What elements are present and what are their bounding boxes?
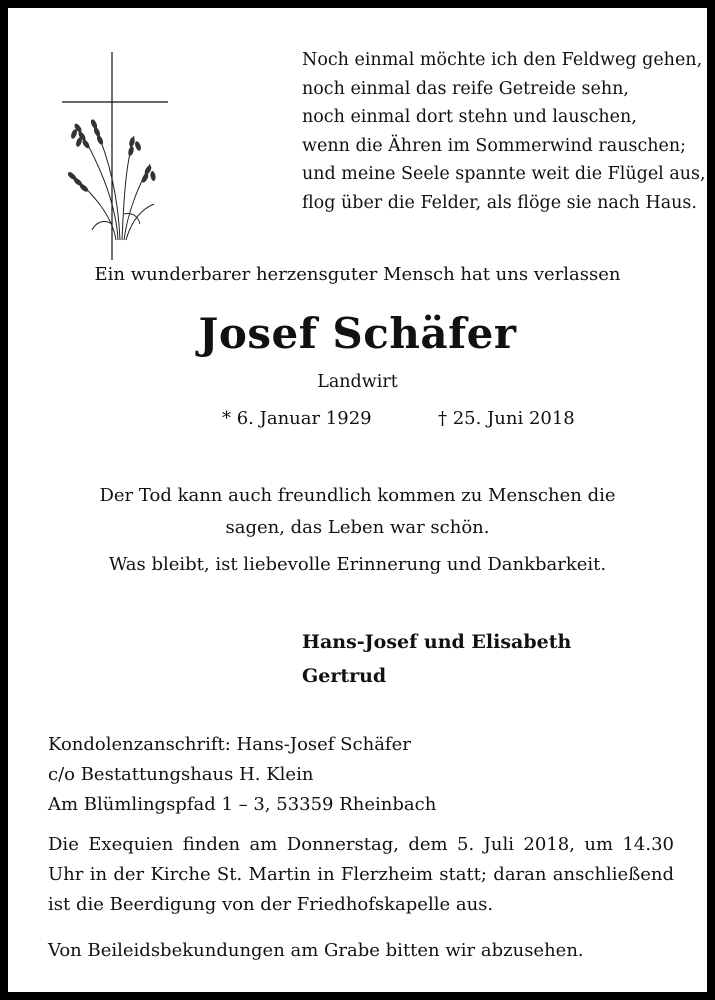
- death-date: † 25. Juni 2018: [438, 408, 575, 429]
- mourner-line: Hans-Josef und Elisabeth: [302, 631, 572, 653]
- quote-line: Was bleibt, ist liebevolle Erinnerung und Dankbarkeit.: [108, 554, 607, 575]
- intro-line: Ein wunderbarer herzensguter Mensch hat uns verlassen: [94, 264, 621, 285]
- final-note: Von Beileidsbekundungen am Grabe bitten wir abzusehen.: [48, 940, 584, 961]
- quote-line: Der Tod kann auch freundlich kommen zu Menschen die: [99, 485, 616, 506]
- poem-line: noch einmal dort stehn und lauschen,: [302, 107, 637, 127]
- poem: [302, 46, 706, 217]
- poem-line: flog über die Felder, als flöge sie nach Haus.: [302, 192, 697, 213]
- address-line: Kondolenzanschrift: Hans-Josef Schäfer: [48, 734, 411, 755]
- mourner-line: Gertrud: [302, 665, 387, 687]
- cross-with-wheat-icon: [52, 44, 172, 266]
- birth-date: * 6. Januar 1929: [222, 408, 372, 429]
- poem-line: noch einmal das reife Getreide sehn,: [302, 78, 629, 99]
- occupation: Landwirt: [317, 372, 398, 392]
- poem-line: Noch einmal möchte ich den Feldweg gehen,: [302, 50, 703, 70]
- poem-line: und meine Seele spannte weit die Flügel aus,: [302, 164, 706, 184]
- funeral-info: Die Exequien finden am Donnerstag, dem 5. Juli 2018, um 14.30 Uhr in der Kirche St. Martin in Flerzheim statt; daran anschließend ist die Beerdigung von der Friedhofskapelle aus.: [48, 834, 674, 915]
- address-line: Am Blümlingspfad 1 – 3, 53359 Rheinbach: [48, 794, 437, 815]
- mourners: [302, 625, 571, 693]
- quote-line: sagen, das Leben war schön.: [225, 517, 490, 538]
- deceased-name: Josef Schäfer: [198, 309, 517, 358]
- condolence-address: [48, 730, 436, 820]
- poem-line: wenn die Ähren im Sommerwind rauschen;: [302, 135, 687, 156]
- address-line: c/o Bestattungshaus H. Klein: [48, 764, 314, 785]
- quote: [8, 480, 707, 581]
